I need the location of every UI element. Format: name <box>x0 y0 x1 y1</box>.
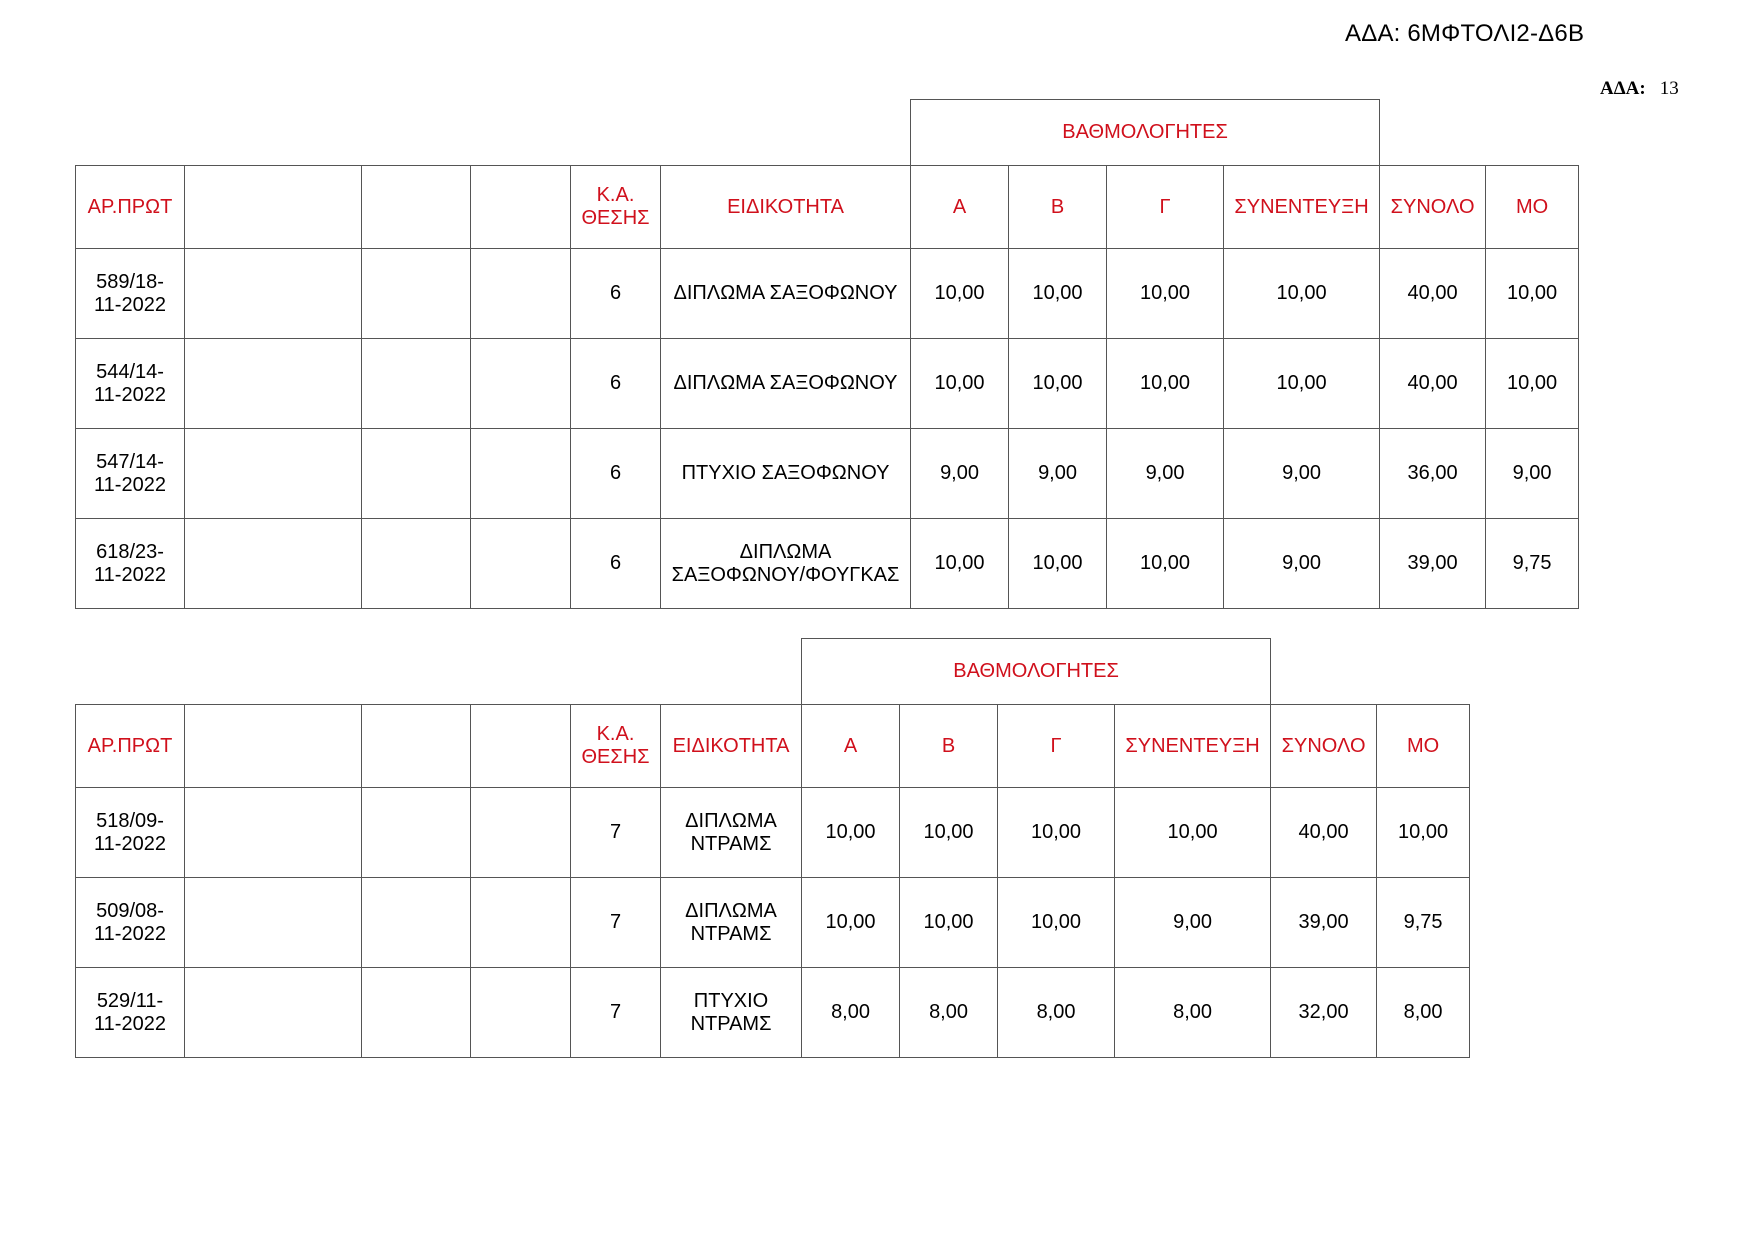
cell-interview: 9,00 <box>1115 878 1271 968</box>
table-row <box>76 339 1579 429</box>
cell-interview: 10,00 <box>1224 249 1380 339</box>
cell-blank <box>185 968 362 1058</box>
cell-ar-prot: 618/23- 11-2022 <box>76 519 185 609</box>
cell-grade-b: 10,00 <box>1009 339 1107 429</box>
cell-ka-thesis: 7 <box>571 788 661 878</box>
cell-ar-prot: 518/09- 11-2022 <box>76 788 185 878</box>
cell-ka-thesis: 7 <box>571 968 661 1058</box>
cell-total: 40,00 <box>1380 339 1486 429</box>
cell-ar-prot: 509/08- 11-2022 <box>76 878 185 968</box>
cell-specialty: ΠΤΥΧΙΟ ΣΑΞΟΦΩΝΟΥ <box>661 429 911 519</box>
cell-blank <box>362 339 471 429</box>
cell-grade-g: 9,00 <box>1107 429 1224 519</box>
cell-blank <box>362 788 471 878</box>
cell-average: 8,00 <box>1377 968 1470 1058</box>
cell-blank <box>362 519 471 609</box>
cell-blank <box>471 429 571 519</box>
header-ka-thesis: Κ.Α. ΘΕΣΗΣ <box>571 705 661 788</box>
cell-interview: 9,00 <box>1224 429 1380 519</box>
group-header-row <box>76 100 1579 166</box>
table-2-body <box>76 788 1470 1058</box>
cell-grade-a: 10,00 <box>911 339 1009 429</box>
header-average: ΜΟ <box>1377 705 1470 788</box>
header-grader-b: Β <box>1009 166 1107 249</box>
cell-total: 32,00 <box>1271 968 1377 1058</box>
grades-table-1 <box>75 99 1579 609</box>
cell-blank <box>471 878 571 968</box>
cell-blank <box>185 878 362 968</box>
cell-ka-thesis: 6 <box>571 519 661 609</box>
cell-interview: 8,00 <box>1115 968 1271 1058</box>
header-total: ΣΥΝΟΛΟ <box>1380 166 1486 249</box>
header-grader-a: Α <box>911 166 1009 249</box>
table-row <box>76 788 1470 878</box>
cell-total: 39,00 <box>1271 878 1377 968</box>
header-interview: ΣΥΝΕΝΤΕΥΞΗ <box>1115 705 1271 788</box>
cell-grade-b: 10,00 <box>900 878 998 968</box>
header-total: ΣΥΝΟΛΟ <box>1271 705 1377 788</box>
cell-blank <box>185 339 362 429</box>
header-ar-prot: ΑΡ.ΠΡΩΤ <box>76 705 185 788</box>
cell-blank <box>471 788 571 878</box>
cell-total: 40,00 <box>1271 788 1377 878</box>
graders-group-header: ΒΑΘΜΟΛΟΓΗΤΕΣ <box>802 639 1271 705</box>
cell-grade-g: 10,00 <box>1107 339 1224 429</box>
column-header-row <box>76 705 1470 788</box>
table-row <box>76 429 1579 519</box>
cell-average: 10,00 <box>1486 339 1579 429</box>
group-header-row <box>76 639 1470 705</box>
cell-interview: 9,00 <box>1224 519 1380 609</box>
table-row <box>76 878 1470 968</box>
cell-grade-a: 10,00 <box>911 249 1009 339</box>
cell-grade-a: 8,00 <box>802 968 900 1058</box>
cell-specialty: ΠΤΥΧΙΟ ΝΤΡΑΜΣ <box>661 968 802 1058</box>
cell-grade-g: 10,00 <box>1107 249 1224 339</box>
cell-average: 10,00 <box>1377 788 1470 878</box>
page-number: 13 <box>1659 78 1679 99</box>
grades-table-2 <box>75 638 1470 1058</box>
cell-grade-a: 9,00 <box>911 429 1009 519</box>
column-header-row <box>76 166 1579 249</box>
cell-blank <box>185 519 362 609</box>
cell-grade-b: 9,00 <box>1009 429 1107 519</box>
cell-grade-g: 10,00 <box>1107 519 1224 609</box>
page-ref-label: ΑΔΑ: <box>1600 78 1646 99</box>
cell-ar-prot: 547/14- 11-2022 <box>76 429 185 519</box>
cell-blank <box>362 968 471 1058</box>
cell-specialty: ΔΙΠΛΩΜΑ ΣΑΞΟΦΩΝΟΥ <box>661 249 911 339</box>
header-grader-a: Α <box>802 705 900 788</box>
header-average: ΜΟ <box>1486 166 1579 249</box>
header-interview: ΣΥΝΕΝΤΕΥΞΗ <box>1224 166 1380 249</box>
header-blank <box>471 705 571 788</box>
cell-blank <box>471 519 571 609</box>
cell-blank <box>185 788 362 878</box>
cell-average: 9,75 <box>1486 519 1579 609</box>
cell-total: 36,00 <box>1380 429 1486 519</box>
cell-grade-g: 10,00 <box>998 878 1115 968</box>
page-reference <box>1600 78 1679 100</box>
cell-grade-b: 8,00 <box>900 968 998 1058</box>
cell-blank <box>471 339 571 429</box>
cell-blank <box>471 249 571 339</box>
header-blank <box>362 705 471 788</box>
table-1-body <box>76 249 1579 609</box>
cell-specialty: ΔΙΠΛΩΜΑ ΣΑΞΟΦΩΝΟΥ <box>661 339 911 429</box>
cell-blank <box>362 429 471 519</box>
cell-grade-a: 10,00 <box>802 878 900 968</box>
cell-grade-b: 10,00 <box>1009 249 1107 339</box>
cell-grade-a: 10,00 <box>911 519 1009 609</box>
cell-specialty: ΔΙΠΛΩΜΑ ΣΑΞΟΦΩΝΟΥ/ΦΟΥΓΚΑΣ <box>661 519 911 609</box>
cell-blank <box>471 968 571 1058</box>
cell-specialty: ΔΙΠΛΩΜΑ ΝΤΡΑΜΣ <box>661 788 802 878</box>
header-specialty: ΕΙΔΙΚΟΤΗΤΑ <box>661 166 911 249</box>
cell-average: 10,00 <box>1486 249 1579 339</box>
cell-average: 9,75 <box>1377 878 1470 968</box>
cell-blank <box>185 429 362 519</box>
header-grader-g: Γ <box>1107 166 1224 249</box>
cell-specialty: ΔΙΠΛΩΜΑ ΝΤΡΑΜΣ <box>661 878 802 968</box>
ada-header: ΑΔΑ: 6ΜΦΤΟΛΙ2-Δ6Β <box>1345 20 1585 47</box>
cell-ka-thesis: 6 <box>571 249 661 339</box>
cell-total: 40,00 <box>1380 249 1486 339</box>
cell-interview: 10,00 <box>1224 339 1380 429</box>
cell-blank <box>362 249 471 339</box>
cell-interview: 10,00 <box>1115 788 1271 878</box>
header-grader-g: Γ <box>998 705 1115 788</box>
table-row <box>76 519 1579 609</box>
cell-ka-thesis: 7 <box>571 878 661 968</box>
cell-grade-b: 10,00 <box>1009 519 1107 609</box>
cell-grade-b: 10,00 <box>900 788 998 878</box>
cell-ka-thesis: 6 <box>571 429 661 519</box>
header-blank <box>362 166 471 249</box>
header-blank <box>185 705 362 788</box>
cell-grade-a: 10,00 <box>802 788 900 878</box>
header-ar-prot: ΑΡ.ΠΡΩΤ <box>76 166 185 249</box>
cell-total: 39,00 <box>1380 519 1486 609</box>
header-blank <box>185 166 362 249</box>
header-blank <box>471 166 571 249</box>
cell-blank <box>185 249 362 339</box>
cell-ar-prot: 529/11- 11-2022 <box>76 968 185 1058</box>
cell-ar-prot: 544/14- 11-2022 <box>76 339 185 429</box>
cell-average: 9,00 <box>1486 429 1579 519</box>
cell-grade-g: 8,00 <box>998 968 1115 1058</box>
cell-blank <box>362 878 471 968</box>
header-ka-thesis: Κ.Α. ΘΕΣΗΣ <box>571 166 661 249</box>
table-row <box>76 968 1470 1058</box>
header-specialty: ΕΙΔΙΚΟΤΗΤΑ <box>661 705 802 788</box>
cell-grade-g: 10,00 <box>998 788 1115 878</box>
cell-ka-thesis: 6 <box>571 339 661 429</box>
graders-group-header: ΒΑΘΜΟΛΟΓΗΤΕΣ <box>911 100 1380 166</box>
cell-ar-prot: 589/18- 11-2022 <box>76 249 185 339</box>
header-grader-b: Β <box>900 705 998 788</box>
table-row <box>76 249 1579 339</box>
